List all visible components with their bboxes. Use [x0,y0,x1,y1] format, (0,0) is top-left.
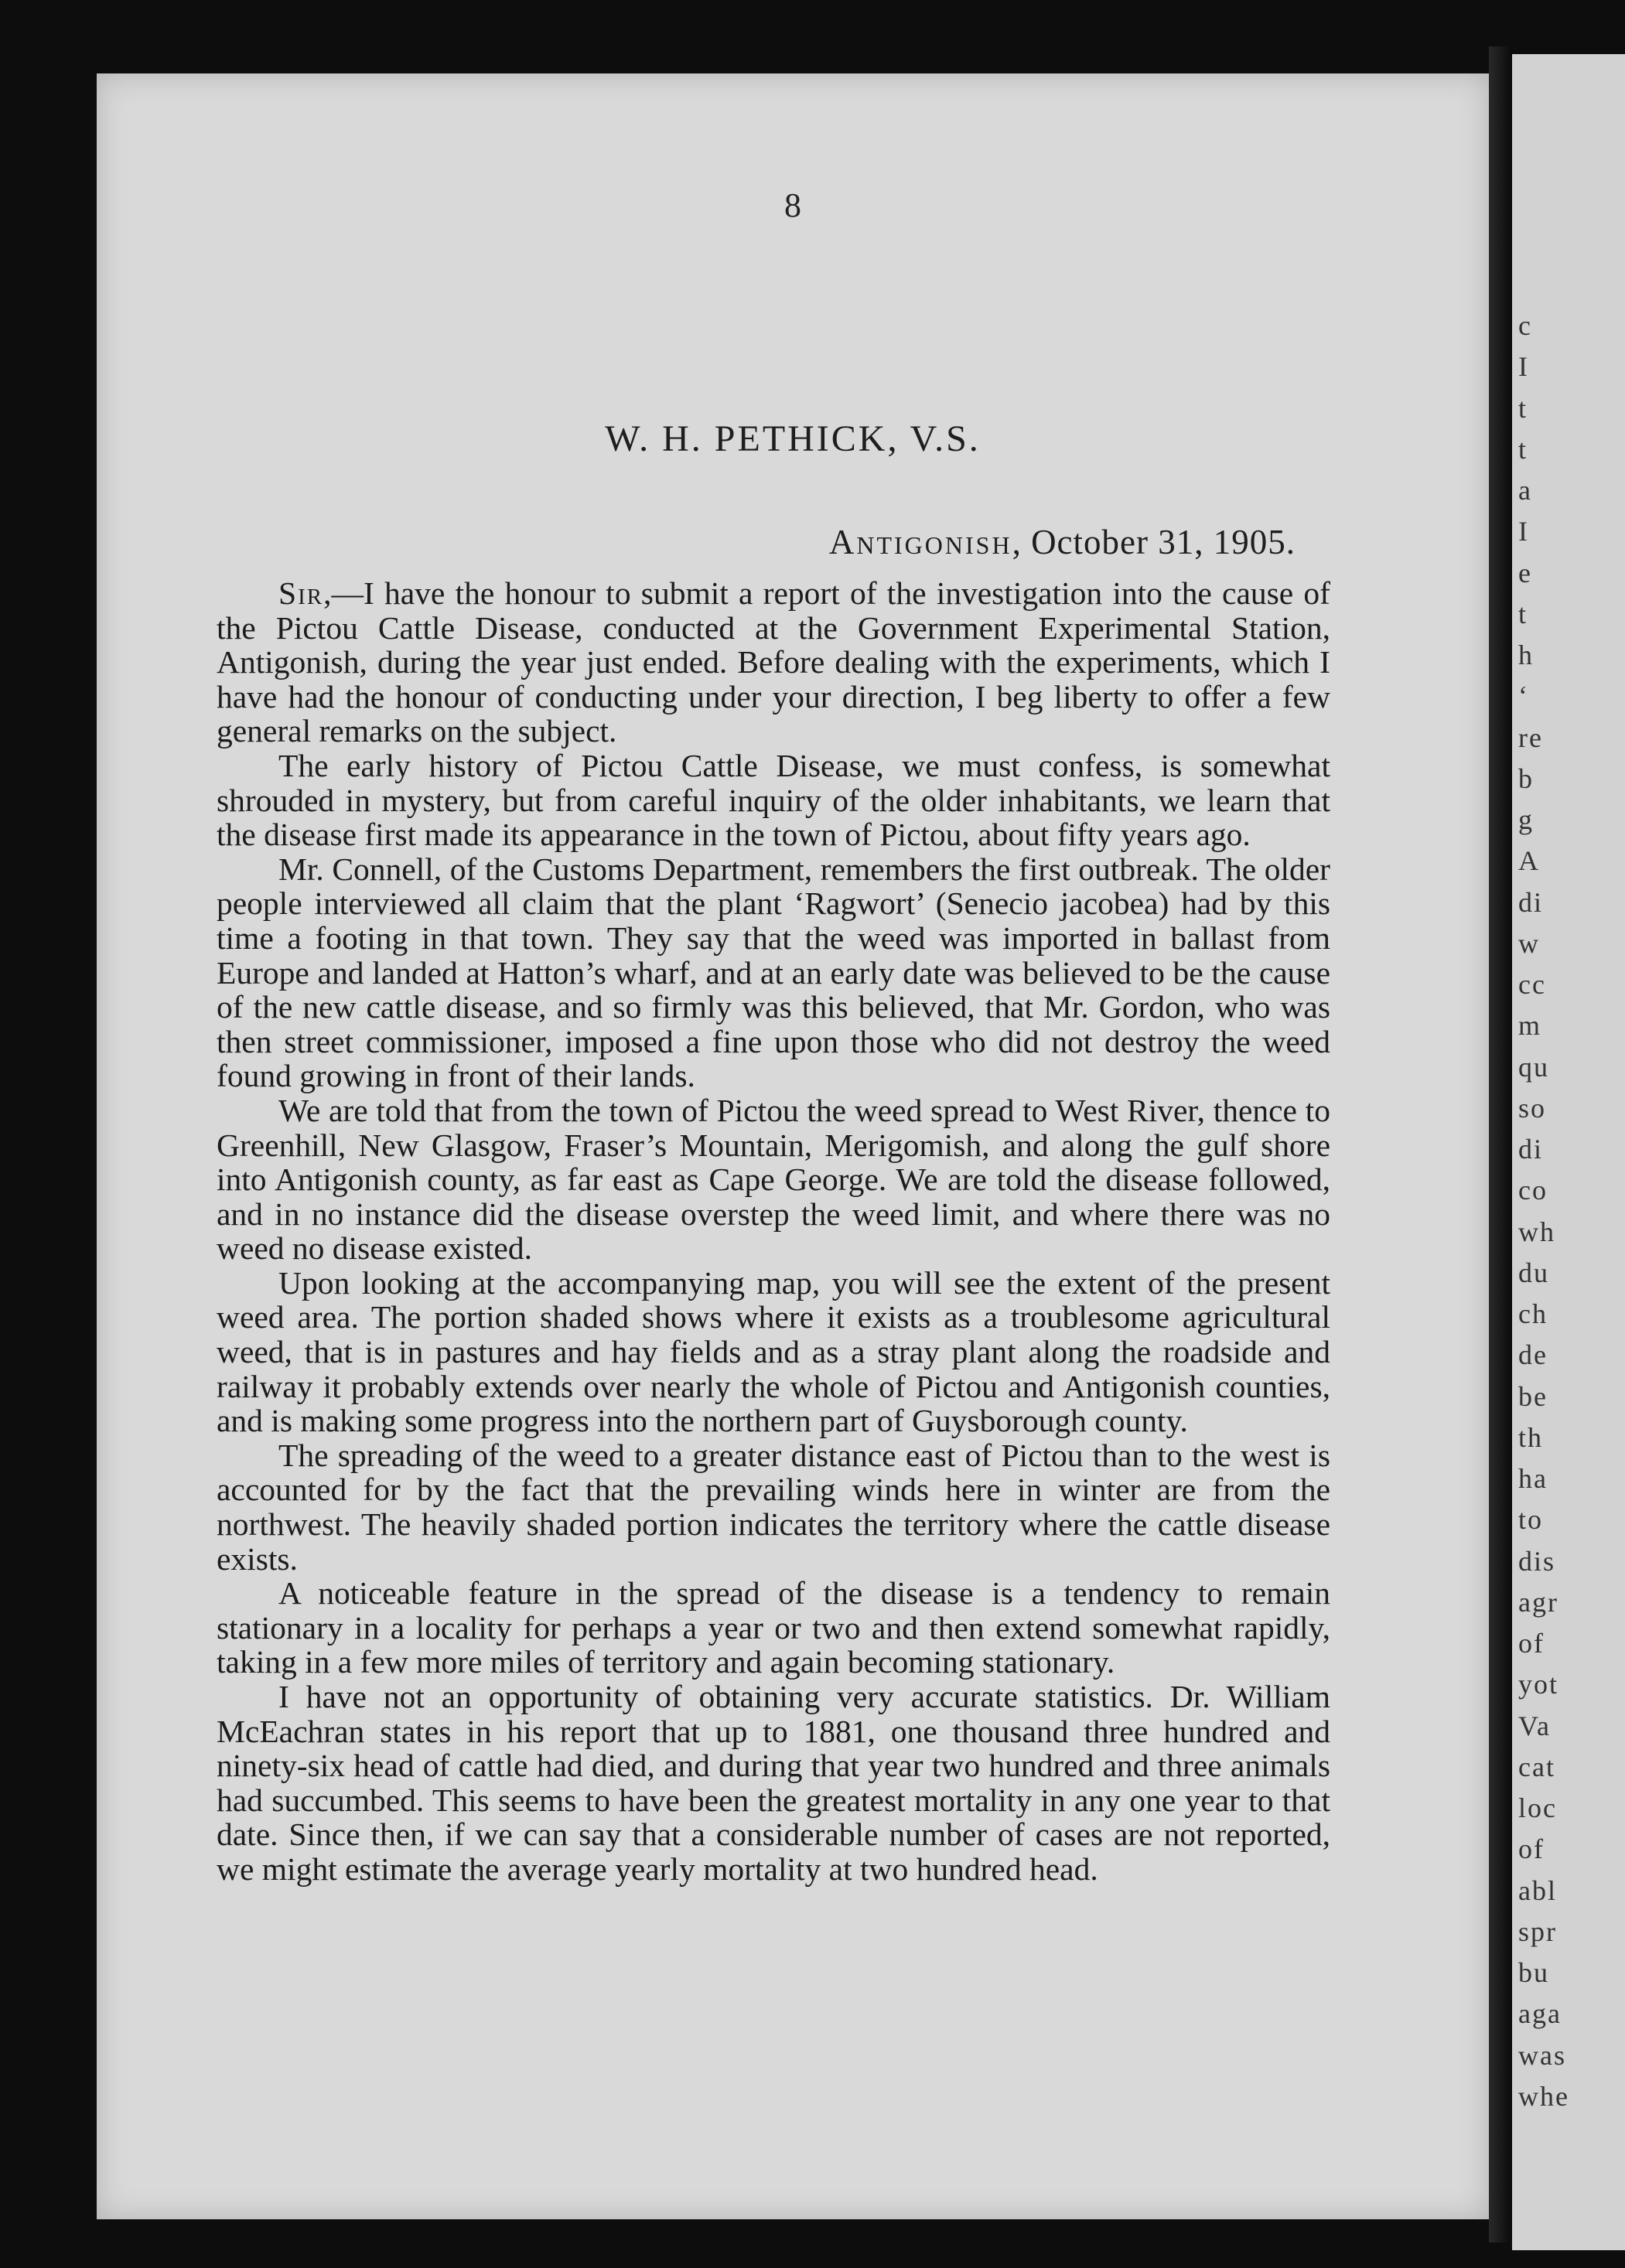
salutation: Sir [278,575,324,611]
adjacent-page-fragment: whe [1518,2081,1569,2112]
page-number: 8 [784,186,801,224]
paragraph: The early history of Pictou Cattle Disease, we must confess, is somewhat shrouded in mystery, but from careful inquiry of the older inhabitants, we learn that the disease first made its appearance in the town of Pictou, about fifty years ago. [217,747,1330,853]
adjacent-page-fragment: abl [1518,1875,1557,1906]
adjacent-page-fragment: I [1518,351,1529,382]
adjacent-page-fragment: b [1518,763,1534,794]
adjacent-page-fragment: ch [1518,1298,1548,1329]
adjacent-page-fragment: Va [1518,1710,1551,1741]
adjacent-page-fragment: aga [1518,1998,1562,2029]
adjacent-page-fragment: I [1518,516,1529,547]
adjacent-page-edge [1512,54,1625,2250]
adjacent-page-fragment: was [1518,2040,1566,2071]
adjacent-page-fragment: m [1518,1010,1542,1041]
adjacent-page-fragment: t [1518,393,1528,424]
paragraph-text: ,—I have the honour to submit a report of the investigation into the cause of the Pictou Cattle Disease, conducted at the Government Experimental Station, Antigonish, during the year just ended. Before dealing with the experiments, which I have had the honour of conducting under your direction, I beg liberty to offer a few general remarks on the subject. [217,575,1330,749]
adjacent-page-fragment: c [1518,310,1532,341]
adjacent-page-fragment: ‘ [1518,680,1529,711]
paragraph: The spreading of the weed to a greater distance east of Pictou than to the west is accounted for by the fact that the prevailing winds here in winter are from the northwest. The heavily shaded portion indicates the territory where the cattle disease exists. [217,1437,1330,1577]
adjacent-page-fragment: e [1518,558,1532,588]
adjacent-page-fragment: cat [1518,1751,1555,1782]
paragraph: I have not an opportunity of obtaining very accurate statistics. Dr. William McEachran states in his report that up to 1881, one thousand three hundred and ninety-six head of cattle had died, and during that year two hundred and three animals had succumbed. This seems to have been the greatest mortality in any one year to that date. Since then, if we can say that a considerable number of cases are not reported, we might estimate the average yearly mortality at two hundred head. [217,1679,1330,1887]
page-title: W. H. PETHICK, V.S. [605,418,981,459]
adjacent-page-fragment: cc [1518,969,1546,1000]
paragraph: A noticeable feature in the spread of the disease is a tendency to remain stationary in a locality for perhaps a year or two and then extend somewhat rapidly, taking in a few more miles of territory and again becoming stationary. [217,1575,1330,1680]
adjacent-page-fragment: ha [1518,1463,1548,1494]
dateline [829,522,1296,562]
adjacent-page-fragment: loc [1518,1792,1557,1823]
adjacent-page-fragment: di [1518,887,1544,918]
adjacent-page-fragment: be [1518,1381,1548,1412]
adjacent-page-fragment: di [1518,1134,1544,1165]
document-page [97,73,1489,2219]
adjacent-page-fragment: so [1518,1093,1547,1124]
adjacent-page-fragment: agr [1518,1587,1558,1618]
adjacent-page-fragment: qu [1518,1052,1549,1083]
adjacent-page-fragment: w [1518,928,1540,959]
adjacent-page-fragment: du [1518,1257,1549,1288]
paragraph: Upon looking at the accompanying map, you will see the extent of the present weed area. The portion shaded shows where it exists as a troublesome agricultural weed, that is in pastures and hay fields and as a stray plant along the roadside and railway it probably extends over nearly the whole of Pictou and Antigonish counties, and is making some progress into the northern part of Guysborough county. [217,1264,1330,1439]
dateline-separator: , [1012,523,1032,561]
adjacent-page-fragment: de [1518,1339,1548,1370]
paragraph [217,576,1330,749]
paragraph: We are told that from the town of Pictou the weed spread to West River, thence to Greenhill, New Glasgow, Fraser’s Mountain, Merigomish, and along the gulf shore into Antigonish county, as far east as Cape George. We are told the disease followed, and in no instance did the disease overstep the weed limit, and where there was no weed no disease existed. [217,1092,1330,1267]
adjacent-page-fragment: wh [1518,1216,1555,1247]
adjacent-page-fragment: th [1518,1422,1544,1453]
adjacent-page-fragment: to [1518,1504,1544,1535]
adjacent-page-fragment: co [1518,1175,1548,1206]
adjacent-page-fragment: of [1518,1833,1545,1864]
adjacent-page-fragment: bu [1518,1957,1549,1988]
adjacent-page-fragment: t [1518,434,1528,465]
adjacent-page-fragment: A [1518,845,1540,876]
adjacent-page-fragment: g [1518,804,1534,835]
adjacent-page-fragment: t [1518,599,1528,629]
dateline-date: October 31, 1905. [1031,523,1296,561]
adjacent-page-fragment: re [1518,722,1543,753]
adjacent-page-fragment: a [1518,475,1532,506]
letter-body [217,576,1330,1887]
paragraph: Mr. Connell, of the Customs Department, remembers the first outbreak. The older people interviewed all claim that the plant ‘Ragwort’ (Senecio jacobea) had by this time a footing in that town. They say that the weed was imported in ballast from Europe and landed at Hatton’s wharf, and at an early date was believed to be the cause of the new cattle disease, and so firmly was this believed, that Mr. Gordon, who was then street commissioner, imposed a fine upon those who did not destroy the weed found growing in front of their lands. [217,851,1330,1094]
adjacent-page-fragment: h [1518,639,1534,670]
book-gutter [1489,46,1512,2242]
dateline-place: Antigonish [828,523,1012,561]
adjacent-page-fragment: dis [1518,1546,1556,1577]
adjacent-page-fragment: yot [1518,1669,1559,1700]
adjacent-page-fragment: of [1518,1628,1545,1659]
adjacent-page-fragment: spr [1518,1916,1557,1947]
